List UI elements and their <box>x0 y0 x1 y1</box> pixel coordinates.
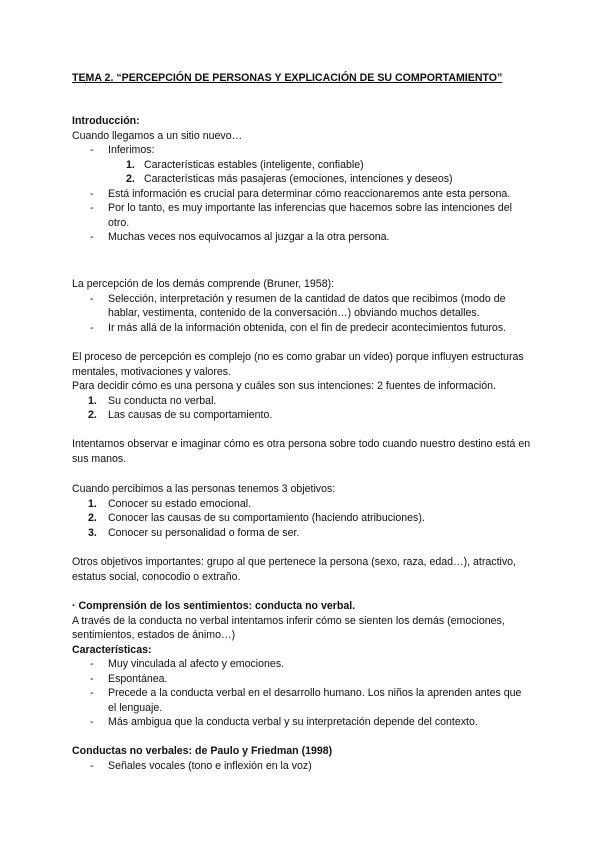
list-item <box>72 143 532 187</box>
bruner-list <box>72 292 532 336</box>
item-text: Su conducta no verbal. <box>108 394 217 407</box>
comprension-section <box>72 599 532 730</box>
comprension-heading: · Comprensión de los sentimientos: conducta no verbal. <box>72 600 356 612</box>
list-item <box>108 172 532 187</box>
intro-section <box>72 114 532 245</box>
list-item: - Más ambigua que la conducta verbal y su interpretación depende del contexto. <box>72 715 532 730</box>
list-item: - Muchas veces nos equivocamos al juzgar a la otra persona. <box>72 230 532 245</box>
list-item: - Está información es crucial para determinar cómo reaccionaremos ante esta persona. <box>72 187 532 202</box>
caracteristicas-list <box>72 657 532 730</box>
objetivos-lead: Cuando percibimos a las personas tenemos 3 objetivos: <box>72 483 336 495</box>
item-text: Características más pasajeras (emociones, intenciones y deseos) <box>144 173 453 185</box>
item-text: Conocer su personalidad o forma de ser. <box>108 526 300 539</box>
intro-lead: Cuando llegamos a un sitio nuevo… <box>72 129 243 142</box>
bruner-lead: La percepción de los demás comprende (Bruner, 1958): <box>72 278 335 290</box>
fuentes-list <box>72 394 532 423</box>
list-item: - Precede a la conducta verbal en el desarrollo humano. Los niños la aprenden antes que el lenguaje. <box>72 686 532 715</box>
caracteristicas-heading: Características: <box>72 643 152 656</box>
item-number: 2. <box>88 512 97 524</box>
item-number: 1. <box>88 497 97 510</box>
list-item: - Espontánea. <box>72 672 532 687</box>
list-item <box>72 497 532 512</box>
intro-list <box>72 143 532 245</box>
list-item: - Por lo tanto, es muy importante las inferencias que hacemos sobre las intenciones del otro. <box>72 201 532 230</box>
bruner-section <box>72 277 532 335</box>
list-item <box>72 394 532 409</box>
list-item <box>72 511 532 526</box>
proceso-section <box>72 350 532 423</box>
proceso-paragraph: El proceso de percepción es complejo (no es como grabar un vídeo) porque influyen estructuras mentales, motivaciones y valores. <box>72 351 524 378</box>
item-number: 1. <box>126 158 135 171</box>
conductas-heading: Conductas no verbales: de Paulo y Friedman (1998) <box>72 745 333 757</box>
document-title: TEMA 2. “PERCEPCIÓN DE PERSONAS Y EXPLICACIÓN DE SU COMPORTAMIENTO” <box>72 72 503 84</box>
conductas-list <box>72 759 532 774</box>
item-text: Conocer su estado emocional. <box>108 497 252 510</box>
item-number: 1. <box>88 394 97 407</box>
fuentes-paragraph: Para decidir cómo es una persona y cuáles son sus intenciones: 2 fuentes de información. <box>72 380 496 392</box>
observar-section <box>72 437 532 466</box>
observar-paragraph: Intentamos observar e imaginar cómo es otra persona sobre todo cuando nuestro destino está en sus manos. <box>72 438 531 465</box>
objetivos-section <box>72 482 532 540</box>
list-item <box>72 408 532 423</box>
objetivos-list <box>72 497 532 541</box>
inferimos-label: Inferimos: <box>108 144 155 156</box>
intro-heading: Introducción: <box>72 115 140 127</box>
item-number: 2. <box>88 409 97 421</box>
inferimos-sublist <box>108 158 532 187</box>
conductas-section <box>72 744 532 773</box>
list-item <box>72 526 532 541</box>
item-number: 2. <box>126 173 135 185</box>
item-number: 3. <box>88 526 97 539</box>
list-item: - Ir más allá de la información obtenida, con el fin de predecir acontecimientos futuros. <box>72 321 532 336</box>
item-text: Características estables (inteligente, confiable) <box>144 158 364 171</box>
list-item <box>108 158 532 173</box>
item-text: Conocer las causas de su comportamiento (haciendo atribuciones). <box>108 512 425 524</box>
otros-paragraph: Otros objetivos importantes: grupo al que pertenece la persona (sexo, raza, edad…), atractivo, estatus social, conocodio o extraño. <box>72 556 516 583</box>
list-item: - Señales vocales (tono e inflexión en la voz) <box>72 759 532 774</box>
list-item: - Muy vinculada al afecto y emociones. <box>72 657 532 672</box>
list-item: - Selección, interpretación y resumen de la cantidad de datos que recibimos (modo de hablar, vestimenta, contenido de la conversación…) obviando muchos detalles. <box>72 292 532 321</box>
item-text: Las causas de su comportamiento. <box>108 409 273 421</box>
comprension-paragraph: A través de la conducta no verbal intentamos inferir cómo se sienten los demás (emociones, sentimientos, estados de ánimo…) <box>72 614 505 641</box>
otros-section <box>72 555 532 584</box>
